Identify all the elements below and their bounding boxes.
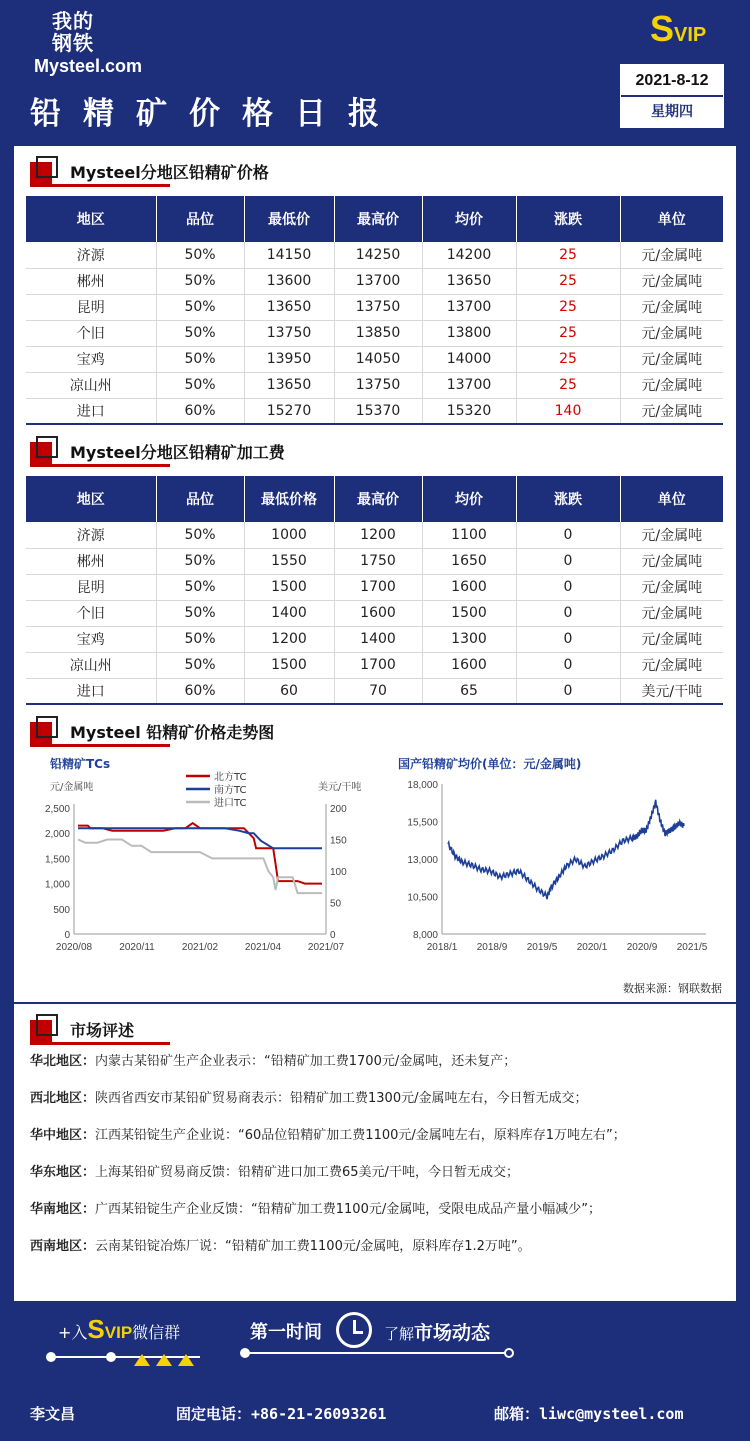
price-cell: 15270 <box>244 398 334 424</box>
date-box <box>620 64 724 128</box>
section-title-tc: Mysteel分地区铅精矿加工费 <box>70 443 285 462</box>
tc-cell: 元/金属吨 <box>620 652 723 678</box>
tc-cell: 1500 <box>244 574 334 600</box>
domestic-price-chart <box>384 746 724 964</box>
price-cell: 13750 <box>244 320 334 346</box>
tc-cell: 50% <box>156 626 244 652</box>
price-cell: 14200 <box>422 242 516 268</box>
tc-cell: 50% <box>156 652 244 678</box>
price-cell: 元/金属吨 <box>620 268 723 294</box>
price-header-cell: 地区 <box>26 196 156 242</box>
tc-cell: 1750 <box>334 548 422 574</box>
series-line-0 <box>448 800 684 899</box>
tc-cell: 1600 <box>422 652 516 678</box>
learn-market-text <box>384 1318 490 1345</box>
tc-cell: 元/金属吨 <box>620 574 723 600</box>
table-row <box>26 678 723 704</box>
comment-region: 华南地区： <box>30 1202 96 1217</box>
comment-text: 云南某铅锭冶炼厂说：“铅精矿加工费1100元/金属吨，原料库存1.2万吨”。 <box>95 1239 531 1254</box>
svip-vip: VIP <box>674 24 707 46</box>
section-title-comment: 市场评述 <box>70 1021 135 1040</box>
x-tick-label: 2021/04 <box>244 942 282 953</box>
footer-dot <box>46 1352 56 1362</box>
comment-item <box>30 1126 720 1146</box>
tc-cell: 元/金属吨 <box>620 548 723 574</box>
y-tick-label: 500 <box>53 904 70 916</box>
tc-cell: 1200 <box>244 626 334 652</box>
price-cell: 进口 <box>26 398 156 424</box>
tc-table <box>26 476 723 705</box>
join-svip-group[interactable] <box>58 1314 180 1345</box>
tc-cell: 1550 <box>244 548 334 574</box>
tc-cell: 进口 <box>26 678 156 704</box>
price-cell: 13800 <box>422 320 516 346</box>
price-cell: 宝鸡 <box>26 346 156 372</box>
tc-header-cell: 品位 <box>156 476 244 522</box>
tc-cell: 1700 <box>334 652 422 678</box>
divider <box>14 1002 736 1004</box>
y-tick-label: 15,500 <box>407 817 438 829</box>
x-tick-label: 2021/07 <box>307 942 345 953</box>
tc-cell: 昆明 <box>26 574 156 600</box>
footer-dot <box>504 1348 514 1358</box>
section-header-tc <box>30 434 720 464</box>
market-comments <box>30 1052 720 1274</box>
table-row <box>26 294 723 320</box>
comment-region: 西南地区： <box>30 1239 96 1254</box>
y-tick-label: 2,500 <box>44 804 70 815</box>
price-cell: 13850 <box>334 320 422 346</box>
price-cell: 13750 <box>334 372 422 398</box>
triangle-icon <box>134 1354 150 1366</box>
tc-header-cell: 地区 <box>26 476 156 522</box>
price-header-cell: 均价 <box>422 196 516 242</box>
section-title-trend: Mysteel 铅精矿价格走势图 <box>70 723 275 742</box>
price-cell: 济源 <box>26 242 156 268</box>
tc-cell: 0 <box>516 522 620 548</box>
tc-cell: 0 <box>516 574 620 600</box>
tc-cell: 50% <box>156 600 244 626</box>
chart-title: 国产铅精矿均价(单位：元/金属吨) <box>398 757 582 771</box>
price-cell: 13650 <box>244 372 334 398</box>
comment-region: 西北地区： <box>30 1091 96 1106</box>
tc-cell: 1650 <box>422 548 516 574</box>
y-tick-label: 18,000 <box>407 780 438 791</box>
tc-cell: 1500 <box>244 652 334 678</box>
comment-text: 内蒙古某铅矿生产企业表示：“铅精矿加工费1700元/金属吨，还未复产； <box>95 1054 517 1069</box>
tc-cell: 美元/干吨 <box>620 678 723 704</box>
price-cell: 25 <box>516 320 620 346</box>
y2-axis-label: 美元/干吨 <box>318 782 362 793</box>
contact-email[interactable]: 邮箱：liwc@mysteel.com <box>494 1405 684 1423</box>
source-note: 数据来源：钢联数据 <box>623 982 722 995</box>
x-tick-label: 2020/9 <box>626 942 658 953</box>
tc-cell: 1100 <box>422 522 516 548</box>
comment-item <box>30 1237 720 1257</box>
learn-prefix: 了解 <box>384 1325 415 1343</box>
logo-en: Mysteel.com <box>34 56 143 76</box>
tc-cell: 1400 <box>334 626 422 652</box>
x-tick-label: 2020/1 <box>576 942 608 953</box>
tc-cell: 0 <box>516 600 620 626</box>
report-date: 2021-8-12 <box>621 65 723 97</box>
comment-item <box>30 1163 720 1183</box>
price-header-cell: 最高价 <box>334 196 422 242</box>
y-tick-label: 2,000 <box>44 829 70 841</box>
tc-header-cell: 最高价 <box>334 476 422 522</box>
price-cell: 元/金属吨 <box>620 372 723 398</box>
price-cell: 25 <box>516 346 620 372</box>
clock-icon <box>336 1312 372 1348</box>
contact-name: 李文昌 <box>30 1405 76 1423</box>
y2-tick-label: 50 <box>330 898 342 910</box>
x-tick-label: 2019/5 <box>526 942 558 953</box>
price-cell: 25 <box>516 294 620 320</box>
x-tick-label: 2021/02 <box>181 942 219 953</box>
tc-cell: 50% <box>156 522 244 548</box>
series-line-0 <box>78 823 322 884</box>
price-cell: 昆明 <box>26 294 156 320</box>
tc-cell: 郴州 <box>26 548 156 574</box>
price-cell: 元/金属吨 <box>620 294 723 320</box>
tc-cell: 1000 <box>244 522 334 548</box>
y-tick-label: 10,500 <box>407 892 438 904</box>
comment-text: 江西某铅锭生产企业说：“60品位铅精矿加工费1100元/金属吨左右，原料库存1万吨左右”； <box>95 1128 626 1143</box>
report-weekday: 星期四 <box>651 104 693 120</box>
section-header-prices <box>30 154 720 184</box>
tc-cell: 0 <box>516 548 620 574</box>
tc-cell: 宝鸡 <box>26 626 156 652</box>
y-tick-label: 1,500 <box>44 854 70 866</box>
legend-label: 南方TC <box>214 785 247 796</box>
y-tick-label: 8,000 <box>412 930 438 941</box>
price-cell: 50% <box>156 294 244 320</box>
legend-label: 北方TC <box>214 772 247 783</box>
comment-region: 华中地区： <box>30 1128 96 1143</box>
price-cell: 元/金属吨 <box>620 320 723 346</box>
tc-cell: 0 <box>516 678 620 704</box>
tc-cell: 济源 <box>26 522 156 548</box>
price-cell: 凉山州 <box>26 372 156 398</box>
price-cell: 14250 <box>334 242 422 268</box>
svip-badge <box>650 8 706 50</box>
y-tick-label: 1,000 <box>44 879 70 891</box>
price-cell: 15370 <box>334 398 422 424</box>
chart-title: 铅精矿TCs <box>50 757 111 771</box>
comment-item <box>30 1089 720 1109</box>
price-cell: 元/金属吨 <box>620 398 723 424</box>
y-tick-label: 13,000 <box>407 855 438 866</box>
svip-s: S <box>650 8 675 49</box>
y-axis-label: 元/金属吨 <box>50 782 94 793</box>
price-cell: 元/金属吨 <box>620 242 723 268</box>
tc-header-cell: 涨跌 <box>516 476 620 522</box>
join-svip-s: S <box>87 1314 105 1344</box>
tc-cell: 50% <box>156 574 244 600</box>
table-row <box>26 522 723 548</box>
comment-item <box>30 1200 720 1220</box>
table-row <box>26 652 723 678</box>
price-cell: 50% <box>156 242 244 268</box>
comment-text: 陕西省西安市某铅矿贸易商表示：铅精矿加工费1300元/金属吨左右，今日暂无成交； <box>95 1091 588 1106</box>
section-header-comment <box>30 1012 720 1042</box>
y-tick-label: 0 <box>64 930 70 941</box>
tc-cell: 1600 <box>334 600 422 626</box>
table-row <box>26 398 723 424</box>
y2-tick-label: 100 <box>330 867 347 878</box>
table-row <box>26 600 723 626</box>
tc-cell: 0 <box>516 652 620 678</box>
table-row <box>26 548 723 574</box>
comment-text: 上海某铅矿贸易商反馈：铅精矿进口加工费65美元/干吨，今日暂无成交； <box>95 1165 519 1180</box>
price-cell: 25 <box>516 242 620 268</box>
table-row <box>26 346 723 372</box>
price-cell: 13700 <box>422 294 516 320</box>
comment-region: 华东地区： <box>30 1165 96 1180</box>
tc-cell: 元/金属吨 <box>620 522 723 548</box>
table-row <box>26 320 723 346</box>
price-cell: 50% <box>156 346 244 372</box>
price-cell: 50% <box>156 320 244 346</box>
tc-cell: 1200 <box>334 522 422 548</box>
tc-cell: 元/金属吨 <box>620 600 723 626</box>
price-cell: 140 <box>516 398 620 424</box>
tc-cell: 元/金属吨 <box>620 626 723 652</box>
triangle-icon <box>178 1354 194 1366</box>
table-row <box>26 626 723 652</box>
comment-region: 华北地区： <box>30 1054 96 1069</box>
content-panel <box>14 146 736 1301</box>
first-time-text: 第一时间 <box>250 1322 322 1343</box>
price-cell: 60% <box>156 398 244 424</box>
tc-header-cell: 最低价格 <box>244 476 334 522</box>
tc-cell: 65 <box>422 678 516 704</box>
tc-trend-chart <box>26 746 366 964</box>
price-cell: 13750 <box>334 294 422 320</box>
logo-cn-line2: 钢铁 <box>52 31 94 55</box>
y2-tick-label: 200 <box>330 804 347 815</box>
price-cell: 13950 <box>244 346 334 372</box>
section-header-trend <box>30 714 720 744</box>
comment-text: 广西某铅锭生产企业反馈：“铅精矿加工费1100元/金属吨，受限电成品产量小幅减少”； <box>95 1202 601 1217</box>
x-tick-label: 2020/11 <box>119 942 155 953</box>
price-header-cell: 涨跌 <box>516 196 620 242</box>
tc-cell: 凉山州 <box>26 652 156 678</box>
tc-header-cell: 单位 <box>620 476 723 522</box>
tc-cell: 1700 <box>334 574 422 600</box>
price-table <box>26 196 723 425</box>
table-row <box>26 372 723 398</box>
price-cell: 郴州 <box>26 268 156 294</box>
tc-cell: 1500 <box>422 600 516 626</box>
tc-cell: 1300 <box>422 626 516 652</box>
table-row <box>26 268 723 294</box>
section-title-prices: Mysteel分地区铅精矿价格 <box>70 163 269 182</box>
logo-cn-line1: 我的 <box>52 9 94 33</box>
price-cell: 50% <box>156 268 244 294</box>
tc-cell: 0 <box>516 626 620 652</box>
tc-cell: 1600 <box>422 574 516 600</box>
footer-line-right <box>244 1352 506 1354</box>
price-cell: 25 <box>516 372 620 398</box>
price-header-cell: 品位 <box>156 196 244 242</box>
price-cell: 25 <box>516 268 620 294</box>
price-cell: 50% <box>156 372 244 398</box>
y2-tick-label: 0 <box>330 930 336 941</box>
price-cell: 14000 <box>422 346 516 372</box>
price-cell: 个旧 <box>26 320 156 346</box>
price-cell: 15320 <box>422 398 516 424</box>
tc-cell: 1400 <box>244 600 334 626</box>
footer-dot <box>240 1348 250 1358</box>
triangle-icon <box>156 1354 172 1366</box>
table-row <box>26 242 723 268</box>
join-svip-vip: VIP <box>104 1323 133 1342</box>
price-cell: 13650 <box>422 268 516 294</box>
join-suffix: 微信群 <box>132 1323 181 1342</box>
price-cell: 13650 <box>244 294 334 320</box>
report-title: 铅精矿价格日报 <box>30 96 401 132</box>
price-header-cell: 最低价 <box>244 196 334 242</box>
tc-header-cell: 均价 <box>422 476 516 522</box>
tc-cell: 50% <box>156 548 244 574</box>
price-cell: 14150 <box>244 242 334 268</box>
footer-dot <box>106 1352 116 1362</box>
price-header-cell: 单位 <box>620 196 723 242</box>
tc-cell: 个旧 <box>26 600 156 626</box>
price-cell: 元/金属吨 <box>620 346 723 372</box>
tc-cell: 60% <box>156 678 244 704</box>
x-tick-label: 2018/1 <box>426 942 458 953</box>
price-cell: 13600 <box>244 268 334 294</box>
x-tick-label: 2018/9 <box>476 942 508 953</box>
comment-item <box>30 1052 720 1072</box>
price-cell: 14050 <box>334 346 422 372</box>
y2-tick-label: 150 <box>330 835 347 847</box>
x-tick-label: 2020/08 <box>55 942 93 953</box>
x-tick-label: 2021/5 <box>676 942 708 953</box>
legend-label: 进口TC <box>214 798 247 809</box>
contact-phone: 固定电话：+86-21-26093261 <box>176 1405 387 1423</box>
price-cell: 13700 <box>334 268 422 294</box>
join-prefix: +入 <box>58 1323 88 1342</box>
learn-bold: 市场动态 <box>414 1322 491 1344</box>
tc-cell: 60 <box>244 678 334 704</box>
mysteel-logo <box>34 8 154 78</box>
tc-cell: 70 <box>334 678 422 704</box>
table-row <box>26 574 723 600</box>
price-cell: 13700 <box>422 372 516 398</box>
